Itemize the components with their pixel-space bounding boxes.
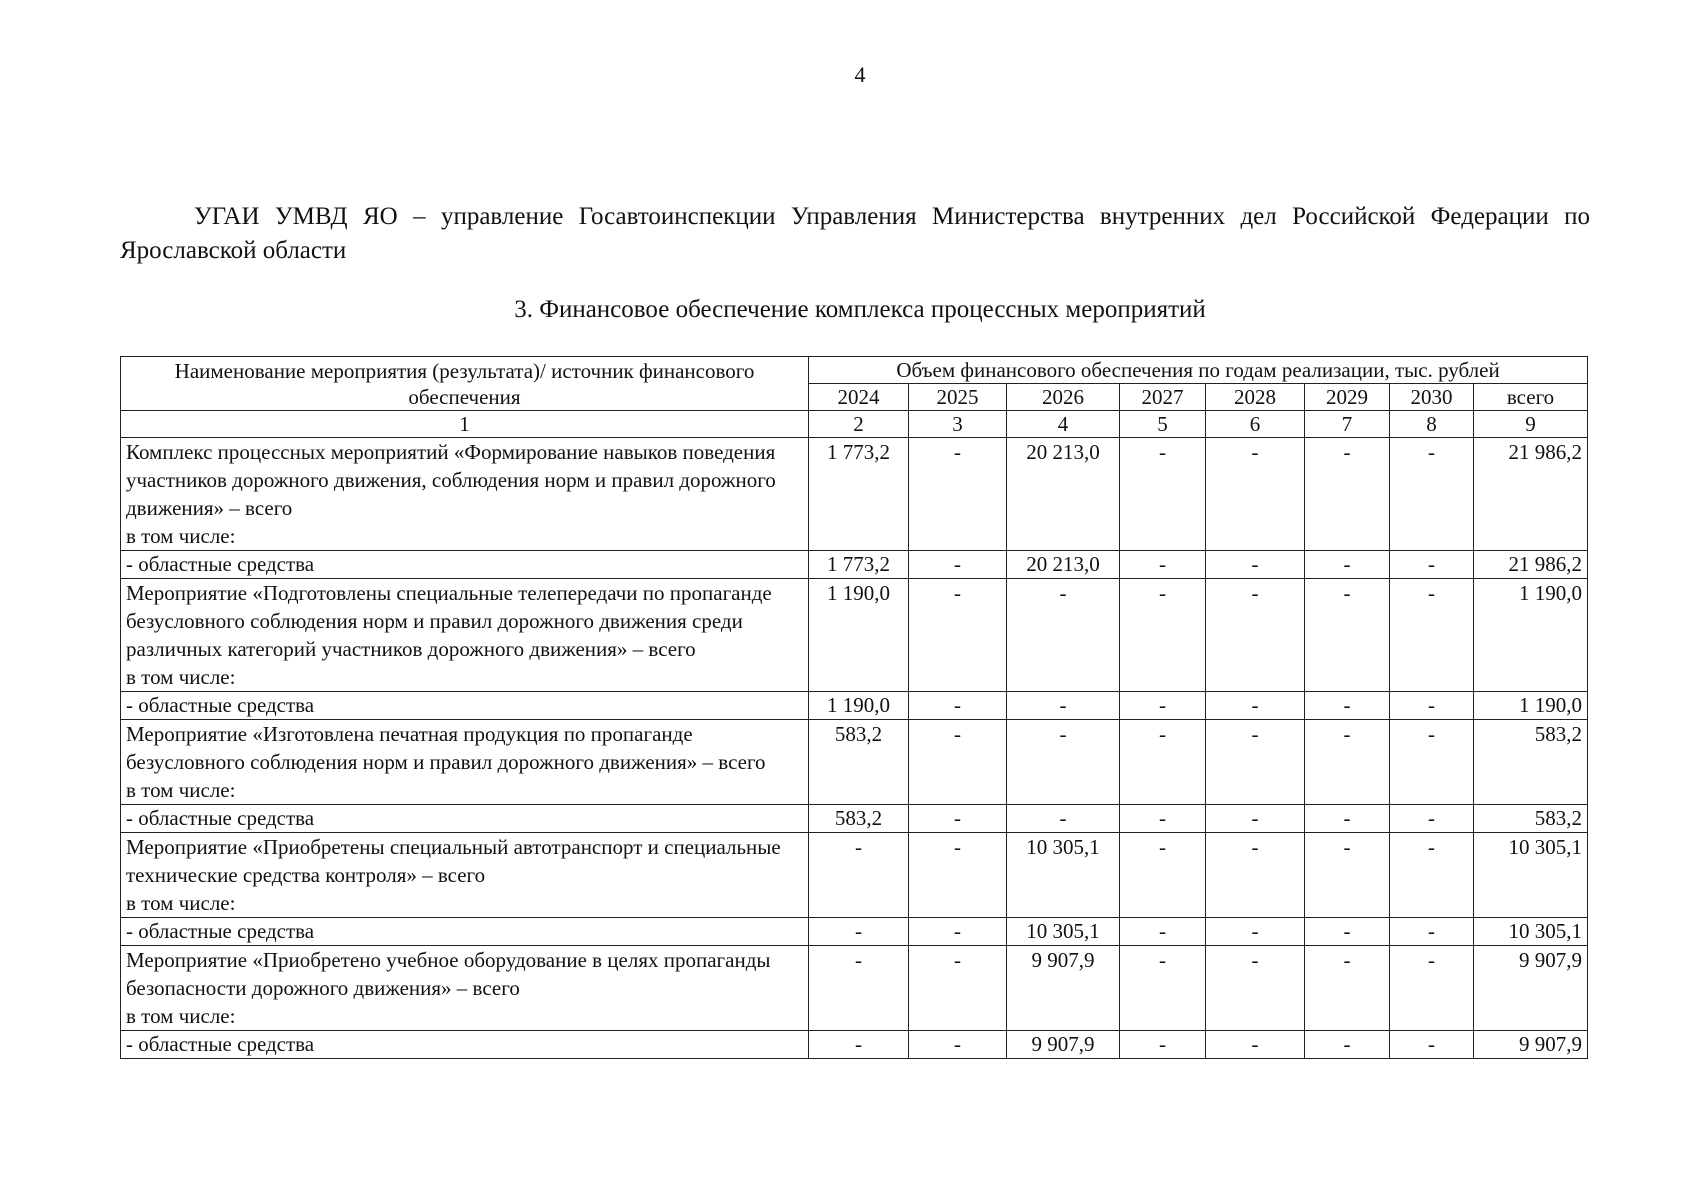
activity-name-cell <box>121 720 809 805</box>
total-value: 9 907,9 <box>1474 946 1588 1031</box>
including-label: в том числе: <box>126 524 236 548</box>
source-year-value: - <box>1206 1031 1305 1059</box>
section-title: 3. Финансовое обеспечение комплекса процессных мероприятий <box>514 296 1206 323</box>
source-total-value: 583,2 <box>1474 805 1588 833</box>
header-year: 2029 <box>1305 384 1390 411</box>
including-label: в том числе: <box>126 891 236 915</box>
source-year-value: - <box>1120 551 1206 579</box>
source-year-value: - <box>1206 692 1305 720</box>
source-year-value: - <box>1206 551 1305 579</box>
funding-source-name: - областные средства <box>121 1031 809 1059</box>
including-label: в том числе: <box>126 778 236 802</box>
source-year-value: - <box>909 805 1007 833</box>
header-year: 2025 <box>909 384 1007 411</box>
activity-name: Мероприятие «Подготовлены специальные телепередачи по пропаганде безусловного соблюдения норм и правил дорожного движения среди различных категорий участников дорожного движения» – всего <box>126 581 772 661</box>
source-year-value: - <box>809 918 909 946</box>
year-value: - <box>1120 720 1206 805</box>
activity-row <box>121 579 1588 692</box>
column-number: 2 <box>809 411 909 438</box>
funding-source-row <box>121 918 1588 946</box>
year-value: - <box>1390 946 1474 1031</box>
source-total-value: 21 986,2 <box>1474 551 1588 579</box>
activity-name: Мероприятие «Изготовлена печатная продукция по пропаганде безусловного соблюдения норм и правил дорожного движения» – всего <box>126 722 766 774</box>
funding-source-name: - областные средства <box>121 805 809 833</box>
page-number: 4 <box>854 62 866 87</box>
source-year-value: 583,2 <box>809 805 909 833</box>
year-value: - <box>909 579 1007 692</box>
source-year-value: - <box>909 551 1007 579</box>
activity-row <box>121 720 1588 805</box>
year-value: - <box>1120 946 1206 1031</box>
source-year-value: - <box>1390 692 1474 720</box>
year-value: - <box>909 720 1007 805</box>
column-number: 3 <box>909 411 1007 438</box>
total-value: 10 305,1 <box>1474 833 1588 918</box>
header-volume: Объем финансового обеспечения по годам реализации, тыс. рублей <box>809 357 1588 384</box>
funding-source-name: - областные средства <box>121 918 809 946</box>
year-value: - <box>1305 438 1390 551</box>
source-year-value: - <box>1206 805 1305 833</box>
year-value: - <box>1206 946 1305 1031</box>
year-value: 9 907,9 <box>1007 946 1120 1031</box>
source-year-value: - <box>1305 692 1390 720</box>
source-year-value: 1 773,2 <box>809 551 909 579</box>
activity-name: Мероприятие «Приобретено учебное оборудование в целях пропаганды безопасности дорожного движения» – всего <box>126 948 771 1000</box>
total-value: 21 986,2 <box>1474 438 1588 551</box>
header-year: 2030 <box>1390 384 1474 411</box>
source-year-value: 20 213,0 <box>1007 551 1120 579</box>
year-value: - <box>1390 833 1474 918</box>
year-value: 10 305,1 <box>1007 833 1120 918</box>
source-total-value: 1 190,0 <box>1474 692 1588 720</box>
abbreviation-note: УГАИ УМВД ЯО – управление Госавтоинспекции Управления Министерства внутренних дел Российской Федерации по Ярославской области <box>120 203 1590 264</box>
year-value: - <box>1007 579 1120 692</box>
total-value: 583,2 <box>1474 720 1588 805</box>
activity-name-cell <box>121 579 809 692</box>
year-value: - <box>1206 833 1305 918</box>
column-number: 6 <box>1206 411 1305 438</box>
source-year-value: - <box>1120 692 1206 720</box>
year-value: - <box>1206 579 1305 692</box>
source-year-value: - <box>909 1031 1007 1059</box>
year-value: - <box>909 946 1007 1031</box>
source-total-value: 10 305,1 <box>1474 918 1588 946</box>
source-year-value: - <box>1390 805 1474 833</box>
including-label: в том числе: <box>126 665 236 689</box>
source-year-value: - <box>1120 805 1206 833</box>
column-number: 8 <box>1390 411 1474 438</box>
financial-support-table <box>120 356 1588 1059</box>
source-year-value: - <box>1390 1031 1474 1059</box>
year-value: - <box>809 833 909 918</box>
source-year-value: - <box>1206 918 1305 946</box>
funding-source-name: - областные средства <box>121 551 809 579</box>
year-value: - <box>1390 438 1474 551</box>
activity-name-cell <box>121 833 809 918</box>
source-year-value: 10 305,1 <box>1007 918 1120 946</box>
source-year-value: - <box>1120 918 1206 946</box>
year-value: - <box>1206 720 1305 805</box>
year-value: - <box>1120 833 1206 918</box>
activity-row <box>121 438 1588 551</box>
year-value: - <box>1305 720 1390 805</box>
including-label: в том числе: <box>126 1004 236 1028</box>
year-value: - <box>1305 579 1390 692</box>
source-year-value: - <box>1305 551 1390 579</box>
year-value: - <box>909 833 1007 918</box>
table-body <box>121 411 1588 1059</box>
column-number: 5 <box>1120 411 1206 438</box>
source-total-value: 9 907,9 <box>1474 1031 1588 1059</box>
funding-source-row <box>121 805 1588 833</box>
funding-source-row <box>121 1031 1588 1059</box>
header-year: 2024 <box>809 384 909 411</box>
header-name: Наименование мероприятия (результата)/ источник финансового обеспечения <box>121 357 809 411</box>
activity-name-cell <box>121 946 809 1031</box>
year-value: 1 190,0 <box>809 579 909 692</box>
activity-row <box>121 833 1588 918</box>
year-value: - <box>909 438 1007 551</box>
year-value: 20 213,0 <box>1007 438 1120 551</box>
year-value: - <box>1390 579 1474 692</box>
total-value: 1 190,0 <box>1474 579 1588 692</box>
header-year: 2026 <box>1007 384 1120 411</box>
source-year-value: - <box>909 918 1007 946</box>
source-year-value: 9 907,9 <box>1007 1031 1120 1059</box>
header-row-top <box>121 357 1588 384</box>
source-year-value: - <box>1007 692 1120 720</box>
column-number-row <box>121 411 1588 438</box>
column-number: 1 <box>121 411 809 438</box>
source-year-value: - <box>1120 1031 1206 1059</box>
year-value: - <box>1390 720 1474 805</box>
header-year: 2028 <box>1206 384 1305 411</box>
funding-source-row <box>121 551 1588 579</box>
activity-name: Комплекс процессных мероприятий «Формирование навыков поведения участников дорожного движения, соблюдения норм и правил дорожного движения» – всего <box>126 440 776 520</box>
year-value: - <box>1120 438 1206 551</box>
activity-name: Мероприятие «Приобретены специальный автотранспорт и специальные технические средства контроля» – всего <box>126 835 781 887</box>
source-year-value: - <box>1390 918 1474 946</box>
header-total: всего <box>1474 384 1588 411</box>
column-number: 4 <box>1007 411 1120 438</box>
activity-name-cell <box>121 438 809 551</box>
year-value: - <box>1007 720 1120 805</box>
column-number: 9 <box>1474 411 1588 438</box>
source-year-value: - <box>909 692 1007 720</box>
source-year-value: - <box>1305 805 1390 833</box>
year-value: - <box>1120 579 1206 692</box>
source-year-value: - <box>1007 805 1120 833</box>
funding-source-name: - областные средства <box>121 692 809 720</box>
funding-source-row <box>121 692 1588 720</box>
source-year-value: - <box>1305 918 1390 946</box>
year-value: - <box>1305 946 1390 1031</box>
source-year-value: - <box>809 1031 909 1059</box>
year-value: 1 773,2 <box>809 438 909 551</box>
activity-row <box>121 946 1588 1031</box>
year-value: - <box>1305 833 1390 918</box>
year-value: - <box>1206 438 1305 551</box>
source-year-value: - <box>1305 1031 1390 1059</box>
source-year-value: 1 190,0 <box>809 692 909 720</box>
header-year: 2027 <box>1120 384 1206 411</box>
year-value: 583,2 <box>809 720 909 805</box>
source-year-value: - <box>1390 551 1474 579</box>
column-number: 7 <box>1305 411 1390 438</box>
year-value: - <box>809 946 909 1031</box>
